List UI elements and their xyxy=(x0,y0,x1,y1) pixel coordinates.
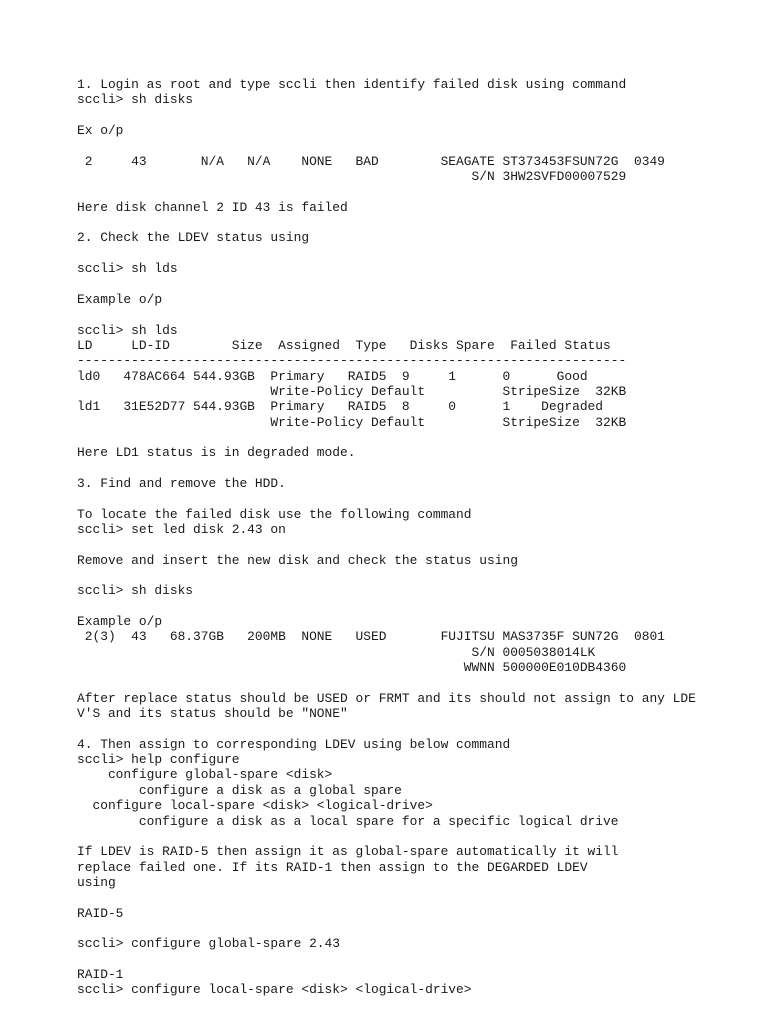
document-line: sccli> help configure xyxy=(77,752,240,768)
document-line: replace failed one. If its RAID-1 then assign to the DEGARDED LDEV xyxy=(77,859,588,875)
document-line: 4. Then assign to corresponding LDEV using below command xyxy=(77,736,511,752)
document-line xyxy=(77,491,696,506)
document-line: ld1 31E52D77 544.93GB Primary RAID5 8 0 1 Degraded xyxy=(77,399,604,415)
document-line: If LDEV is RAID-5 then assign it as global-spare automatically it will xyxy=(77,844,619,860)
document-line: V'S and its status should be "NONE" xyxy=(77,706,348,722)
document-line xyxy=(77,307,696,322)
document-line: 2 43 N/A N/A NONE BAD SEAGATE ST373453FSUN72G 0349 xyxy=(77,153,665,169)
document-line: S/N 3HW2SVFD00007529 xyxy=(77,169,627,185)
document-line xyxy=(77,537,696,552)
document-line xyxy=(77,215,696,230)
document-line xyxy=(77,675,696,690)
document-line xyxy=(77,721,696,736)
document-line xyxy=(77,829,696,844)
document-line: using xyxy=(77,874,116,890)
document-line: Here LD1 status is in degraded mode. xyxy=(77,445,356,461)
document-line: 2(3) 43 68.37GB 200MB NONE USED FUJITSU MAS3735F SUN72G 0801 xyxy=(77,629,665,645)
document-line: Write-Policy Default StripeSize 32KB xyxy=(77,414,627,430)
document-line: sccli> sh lds xyxy=(77,322,178,338)
document-line: RAID-1 xyxy=(77,966,124,982)
document-line xyxy=(77,246,696,261)
document-line: ld0 478AC664 544.93GB Primary RAID5 9 1 0 Good xyxy=(77,368,588,384)
document-line: RAID-5 xyxy=(77,905,124,921)
document-line: After replace status should be USED or FRMT and its should not assign to any LDE xyxy=(77,690,696,706)
document-line: Remove and insert the new disk and check the status using xyxy=(77,552,518,568)
document-line xyxy=(77,568,696,583)
document-line: To locate the failed disk use the following command xyxy=(77,506,472,522)
document-line: LD LD-ID Size Assigned Type Disks Spare Failed Status xyxy=(77,337,611,353)
document-line: Example o/p xyxy=(77,614,163,630)
document-line: configure global-spare <disk> xyxy=(77,767,333,783)
document-line: sccli> sh disks xyxy=(77,92,194,108)
document-line: WWNN 500000E010DB4360 xyxy=(77,660,627,676)
document-line xyxy=(77,599,696,614)
document-line: 3. Find and remove the HDD. xyxy=(77,475,286,491)
document-line: S/N 0005038014LK xyxy=(77,644,596,660)
document-line: configure a disk as a local spare for a specific logical drive xyxy=(77,813,619,829)
document-line xyxy=(77,430,696,445)
document-line xyxy=(77,108,696,123)
document-line: sccli> set led disk 2.43 on xyxy=(77,521,286,537)
document-line: Here disk channel 2 ID 43 is failed xyxy=(77,199,348,215)
document-line: sccli> sh lds xyxy=(77,261,178,277)
document-line: Ex o/p xyxy=(77,123,124,139)
document-line: 1. Login as root and type sccli then identify failed disk using command xyxy=(77,77,627,92)
document-line: Example o/p xyxy=(77,291,163,307)
document-line: sccli> configure local-spare <disk> <logical-drive> xyxy=(77,982,472,998)
document-line: sccli> sh disks xyxy=(77,583,194,599)
document-line: Write-Policy Default StripeSize 32KB xyxy=(77,383,627,399)
document-line: 2. Check the LDEV status using xyxy=(77,230,310,246)
document-line xyxy=(77,184,696,199)
document-body xyxy=(77,77,696,998)
document-line xyxy=(77,890,696,905)
document-line: configure a disk as a global spare xyxy=(77,782,402,798)
document-line xyxy=(77,276,696,291)
document-line: sccli> configure global-spare 2.43 xyxy=(77,936,341,952)
document-line: ----------------------------------------------------------------------- xyxy=(77,353,627,369)
document-line xyxy=(77,138,696,153)
document-line xyxy=(77,921,696,936)
document-line xyxy=(77,461,696,476)
document-line xyxy=(77,952,696,967)
document-line: configure local-spare <disk> <logical-drive> xyxy=(77,798,433,814)
